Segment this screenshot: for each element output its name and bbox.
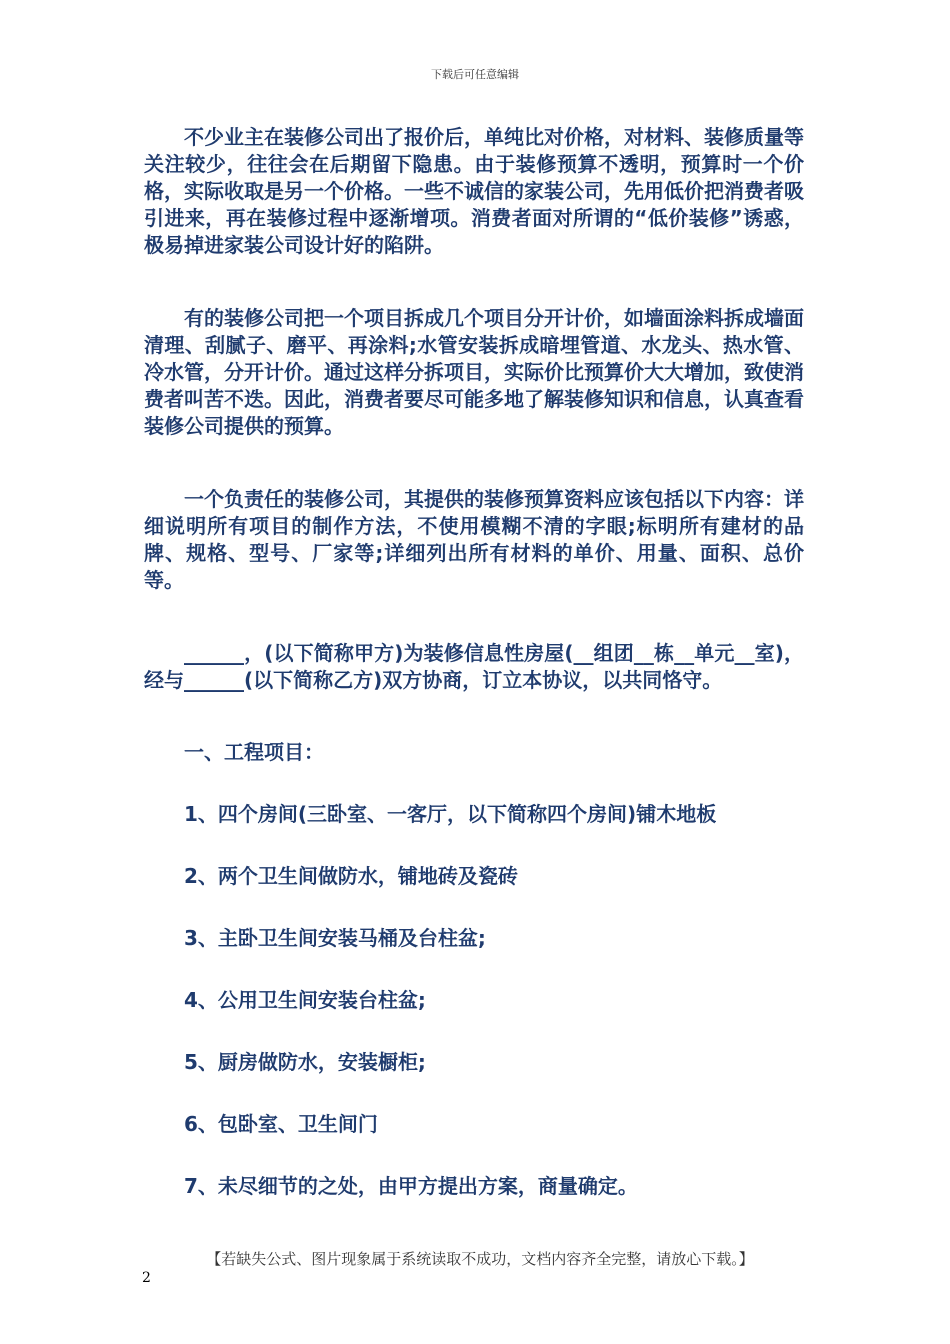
section-heading: 一、工程项目： bbox=[184, 740, 324, 764]
list-item: 2、两个卫生间做防水，铺地砖及瓷砖 bbox=[184, 864, 518, 888]
page-number: 2 bbox=[142, 1270, 151, 1286]
list-item: 3、主卧卫生间安装马桶及台柱盆; bbox=[184, 926, 486, 950]
document-body bbox=[144, 124, 804, 1234]
list-item: 7、未尽细节的之处，由甲方提出方案，商量确定。 bbox=[184, 1174, 638, 1198]
paragraph-3: 一个负责任的装修公司，其提供的装修预算资料应该包括以下内容：详细说明所有项目的制作方法，不使用模糊不清的字眼;标明所有建材的品牌、规格、型号、厂家等;详细列出所有材料的单价、用量、面积、总价等。 bbox=[144, 487, 804, 592]
project-item-list bbox=[144, 800, 804, 1200]
header-note: 下载后可任意编辑 bbox=[431, 68, 519, 81]
paragraph-1: 不少业主在装修公司出了报价后，单纯比对价格，对材料、装修质量等关注较少，往往会在后期留下隐患。由于装修预算不透明，预算时一个价格，实际收取是另一个价格。一些不诚信的家装公司，先用低价把消费者吸引进来，再在装修过程中逐渐增项。消费者面对所谓的“低价装修”诱惑，极易掉进家装公司设计好的陷阱。 bbox=[144, 125, 804, 257]
paragraph-2: 有的装修公司把一个项目拆成几个项目分开计价，如墙面涂料拆成墙面清理、刮腻子、磨平、再涂料;水管安装拆成暗埋管道、水龙头、热水管、冷水管，分开计价。通过这样分拆项目，实际价比预算价大大增加，致使消费者叫苦不迭。因此，消费者要尽可能多地了解装修知识和信息，认真查看装修公司提供的预算。 bbox=[144, 306, 804, 438]
list-item: 4、公用卫生间安装台柱盆; bbox=[184, 988, 426, 1012]
list-item: 5、厨房做防水，安装橱柜; bbox=[184, 1050, 426, 1074]
footer-note: 【若缺失公式、图片现象属于系统读取不成功，文档内容齐全完整，请放心下载。】 bbox=[206, 1250, 754, 1268]
list-item: 1、四个房间(三卧室、一客厅，以下简称四个房间)铺木地板 bbox=[184, 802, 717, 826]
paragraph-agreement-intro: ______，(以下简称甲方)为装修信息性房屋(__组团__栋__单元__室)，经与______(以下简称乙方)双方协商，订立本协议，以共同恪守。 bbox=[144, 641, 804, 692]
list-item: 6、包卧室、卫生间门 bbox=[184, 1112, 378, 1136]
